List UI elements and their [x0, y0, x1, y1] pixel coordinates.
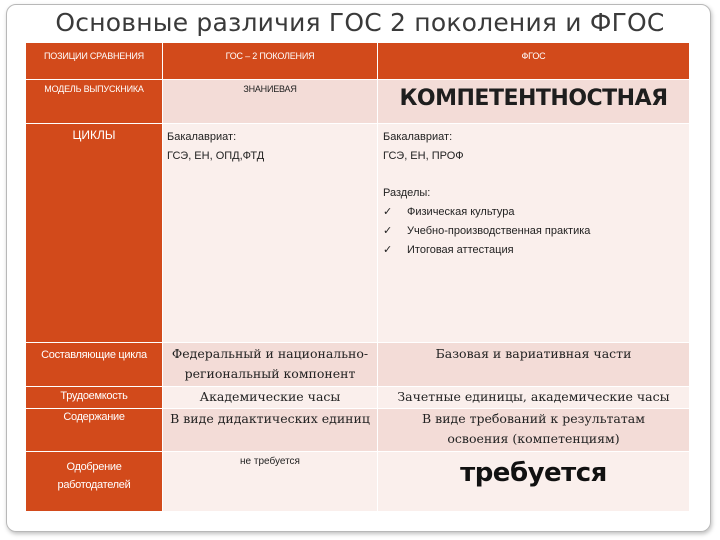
check-icon: ✓	[383, 225, 393, 237]
header-fgos-label: ФГОС	[521, 51, 546, 61]
cell-fgos-cycles	[378, 124, 690, 343]
section-label: Итоговая аттестация	[407, 244, 514, 256]
slide-title: Основные различия ГОС 2 поколения и ФГОС	[55, 8, 665, 37]
table-row-content	[26, 409, 690, 452]
row-label-content	[26, 409, 163, 452]
list-item	[383, 241, 689, 260]
cell-fgos-content-text: В виде требований к результатам освоения (компетенциям)	[422, 411, 645, 446]
cell-fgos-cycles-line2: ГСЭ, ЕН, ПРОФ	[383, 150, 464, 162]
row-label-model-text: МОДЕЛЬ ВЫПУСКНИКА	[44, 84, 144, 94]
header-positions	[26, 43, 163, 80]
cell-gos-cycles	[163, 124, 378, 343]
cell-gos-components-text: Федеральный и национально-региональный компонент	[171, 346, 369, 381]
header-gos-label: ГОС – 2 ПОКОЛЕНИЯ	[225, 51, 315, 61]
header-gos	[163, 43, 378, 80]
cell-fgos-model-text: КОМПЕТЕНТНОСТНАЯ	[399, 86, 668, 111]
row-label-components-text: Составляющие цикла	[41, 349, 147, 361]
cell-fgos-approval	[378, 452, 690, 512]
section-label: Учебно-производственная практика	[407, 225, 591, 237]
row-label-cycles-text: ЦИКЛЫ	[72, 128, 116, 142]
cell-gos-labor	[163, 387, 378, 409]
row-label-approval-text: Одобрение работодателей	[57, 461, 131, 491]
cell-fgos-labor-text: Зачетные единицы, академические часы	[397, 389, 670, 404]
table-row-approval	[26, 452, 690, 512]
list-item	[383, 203, 689, 222]
cell-fgos-labor	[378, 387, 690, 409]
row-label-components	[26, 343, 163, 387]
row-label-cycles	[26, 124, 163, 343]
cell-gos-model-text: ЗНАНИЕВАЯ	[243, 84, 297, 94]
cell-fgos-content	[378, 409, 690, 452]
cell-fgos-components-text: Базовая и вариативная части	[435, 346, 632, 361]
cell-gos-content-text: В виде дидактических единиц	[170, 411, 370, 426]
cell-gos-cycles-line2: ГСЭ, ЕН, ОПД,ФТД	[167, 150, 265, 162]
header-positions-label: ПОЗИЦИИ СРАВНЕНИЯ	[44, 51, 144, 61]
section-label: Физическая культура	[407, 206, 515, 218]
cell-gos-components	[163, 343, 378, 387]
cell-gos-model	[163, 80, 378, 124]
comparison-table	[25, 42, 690, 512]
row-label-content-text: Содержание	[63, 411, 125, 423]
table-header-row	[26, 43, 690, 80]
cell-fgos-components	[378, 343, 690, 387]
table-row-model	[26, 80, 690, 124]
cell-fgos-approval-text: требуется	[460, 458, 607, 488]
cell-fgos-cycles-line1: Бакалавриат:	[383, 131, 453, 143]
row-label-labor-text: Трудоемкость	[60, 390, 128, 402]
table-row-components	[26, 343, 690, 387]
table-row-cycles	[26, 124, 690, 343]
list-item	[383, 222, 689, 241]
check-icon: ✓	[383, 206, 393, 218]
cell-gos-labor-text: Академические часы	[199, 389, 341, 404]
table-row-labor	[26, 387, 690, 409]
row-label-labor	[26, 387, 163, 409]
cell-gos-approval-text: не требуется	[240, 456, 300, 467]
check-icon: ✓	[383, 244, 393, 256]
cell-gos-approval	[163, 452, 378, 512]
cell-fgos-sections-title: Разделы:	[383, 187, 431, 199]
cell-fgos-model	[378, 80, 690, 124]
row-label-approval	[26, 452, 163, 512]
header-fgos	[378, 43, 690, 80]
cell-gos-cycles-line1: Бакалавриат:	[167, 131, 237, 143]
sections-list	[383, 203, 689, 260]
row-label-model	[26, 80, 163, 124]
cell-gos-content	[163, 409, 378, 452]
